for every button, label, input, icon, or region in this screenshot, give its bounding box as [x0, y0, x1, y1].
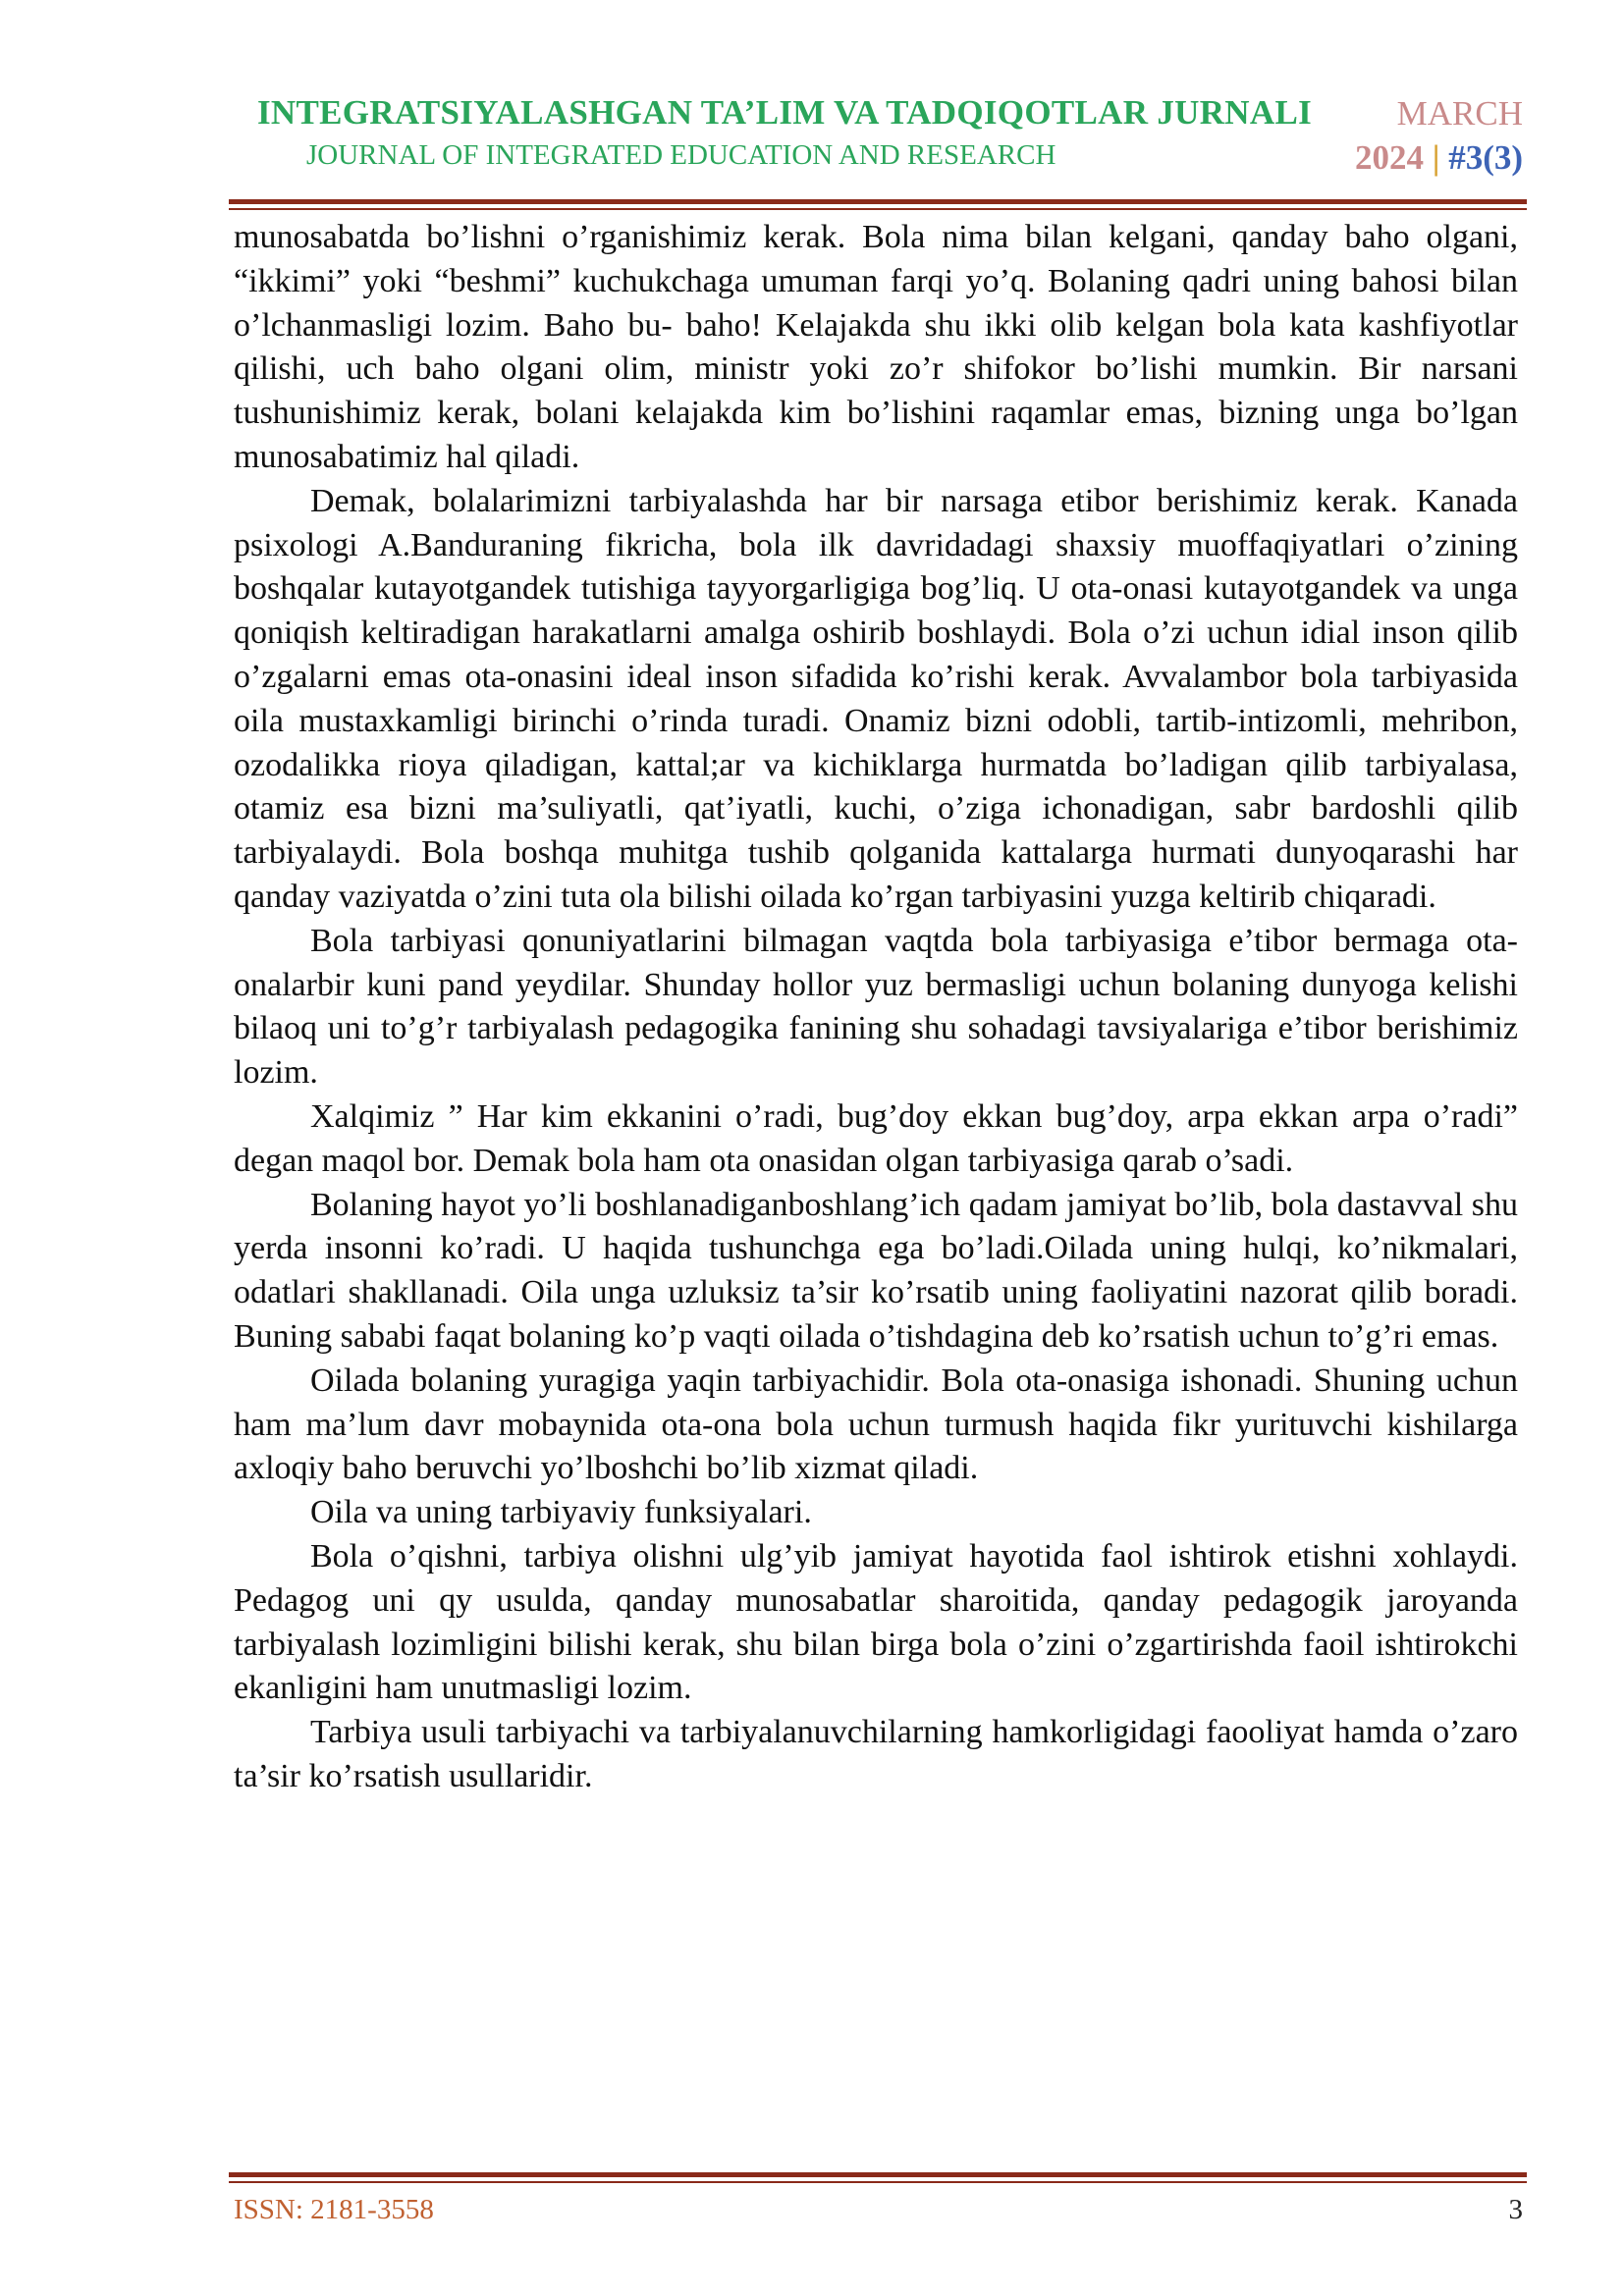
issn-label: ISSN: 2181-3558	[234, 2194, 434, 2225]
issue-number: #3(3)	[1448, 138, 1523, 177]
journal-title: INTEGRATSIYALASHGAN TA’LIM VA TADQIQOTLAR JURNALI	[257, 93, 1313, 132]
body-paragraph: Demak, bolalarimizni tarbiyalashda har bir narsaga etibor berishimiz kerak. Kanada psixologi A.Banduraning fikricha, bola ilk davridadagi shaxsiy muoffaqiyatlari o’zining boshqalar kutayotgandek tutishiga tayyorgarligiga bog’liq. U ota-onasi kutayotgandek va unga qoniqish keltiradigan harakatlarni amalga oshirib boshlaydi. Bola o’zi uchun idial inson qilib o’zgalarni emas ota-onasini ideal inson sifadida ko’rishi kerak. Avvalambor bola tarbiyasida oila mustaxkamligi birinchi o’rinda turadi. Onamiz bizni odobli, tartib-intizomli, mehribon, ozodalikka rioya qiladigan, kattal;ar va kichiklarga hurmatda bo’ladigan qilib tarbiyalasa, otamiz esa bizni ma’suliyatli, qat’iyatli, kuchi, o’ziga ichonadigan, sabr bardoshli qilib tarbiyalaydi. Bola boshqa muhitga tushib qolganida kattalarga hurmati dunyoqarashi har qanday vaziyatda o’zini tuta ola bilishi oilada ko’rgan tarbiyasini yuzga keltirib chiqaradi.	[234, 482, 1518, 915]
body-paragraph: Bolaning hayot yo’li boshlanadiganboshlang’ich qadam jamiyat bo’lib, bola dastavval shu yerda insonni ko’radi. U haqida tushunchga ega bo’ladi.Oilada uning hulqi, ko’nikmalari, odatlari shakllanadi. Oila unga uzluksiz ta’sir ko’rsatib uning faoliyatini nazorat qilib boradi. Buning sababi faqat bolaning ko’p vaqti oilada o’tishdagina deb ko’rsatish uchun to’g’ri emas.	[234, 1186, 1518, 1355]
body-paragraph: Oilada bolaning yuragiga yaqin tarbiyachidir. Bola ota-onasiga ishonadi. Shuning uchun ham ma’lum davr mobaynida ota-ona bola uchun turmush haqida fikr yurituvchi kishilarga axloqiy baho beruvchi yo’lboshchi bo’lib xizmat qiladi.	[234, 1362, 1518, 1487]
header-rule-thin	[229, 208, 1527, 210]
body-paragraph: Bola tarbiyasi qonuniyatlarini bilmagan vaqtda bola tarbiyasiga e’tibor bermaga ota-onalarbir kuni pand yeydilar. Shunday hollor yuz bermasligi uchun bolaning dunyoga kelishi bilaoq uni to’g’r tarbiyalash pedagogika fanining shu sohadagi tavsiyalariga e’tibor berishimiz lozim.	[234, 922, 1518, 1092]
page-number: 3	[1508, 2194, 1523, 2225]
body-paragraph: Tarbiya usuli tarbiyachi va tarbiyalanuvchilarning hamkorligidagi faooliyat hamda o’zaro ta’sir ko’rsatish usullaridir.	[234, 1714, 1518, 1794]
footer-rule-thick	[229, 2172, 1527, 2177]
header-rule-thick	[229, 199, 1527, 204]
body-paragraph: Bola o’qishni, tarbiya olishni ulg’yib jamiyat hayotida faol ishtirok etishni xohlaydi. Pedagog uni qy usulda, qanday munosabatlar sharoitida, qanday pedagogik jaroyanda tarbiyalash lozimligini bilishi kerak, shu bilan birga bola o’zini o’zgartirishda faoil ishtirokchi ekanligini ham unutmasligi lozim.	[234, 1537, 1518, 1707]
issue-info	[1355, 138, 1523, 178]
article-body	[234, 216, 1518, 1799]
section-heading: Oila va uning tarbiyaviy funksiyalari.	[310, 1494, 812, 1531]
issue-year: 2024	[1354, 138, 1424, 177]
body-paragraph: Xalqimiz ” Har kim ekkanini o’radi, bug’doy ekkan bug’doy, arpa ekkan arpa o’radi” degan maqol bor. Demak bola ham ota onasidan olgan tarbiyasiga qarab o’sadi.	[234, 1097, 1518, 1179]
body-paragraph: munosabatda bo’lishni o’rganishimiz kerak. Bola nima bilan kelgani, qanday baho olgani, “ikkimi” yoki “beshmi” kuchukchaga umuman farqi yo’q. Bolaning qadri uning bahosi bilan o’lchanmasligi lozim. Baho bu- baho! Kelajakda shu ikki olib kelgan bola kata kashfiyotlar qilishi, uch baho olgani olim, ministr yoki zo’r shifokor bo’lishi mumkin. Bir narsani tushunishimiz kerak, bolani kelajakda kim bo’lishini raqamlar emas, bizning unga bo’lgan munosabatimiz hal qiladi.	[234, 219, 1518, 475]
page-header	[0, 0, 1624, 211]
footer-rule-thin	[229, 2181, 1527, 2183]
issue-month: MARCH	[1396, 94, 1523, 133]
issue-separator: |	[1432, 138, 1440, 177]
journal-subtitle: JOURNAL OF INTEGRATED EDUCATION AND RESEARCH	[306, 139, 1056, 171]
